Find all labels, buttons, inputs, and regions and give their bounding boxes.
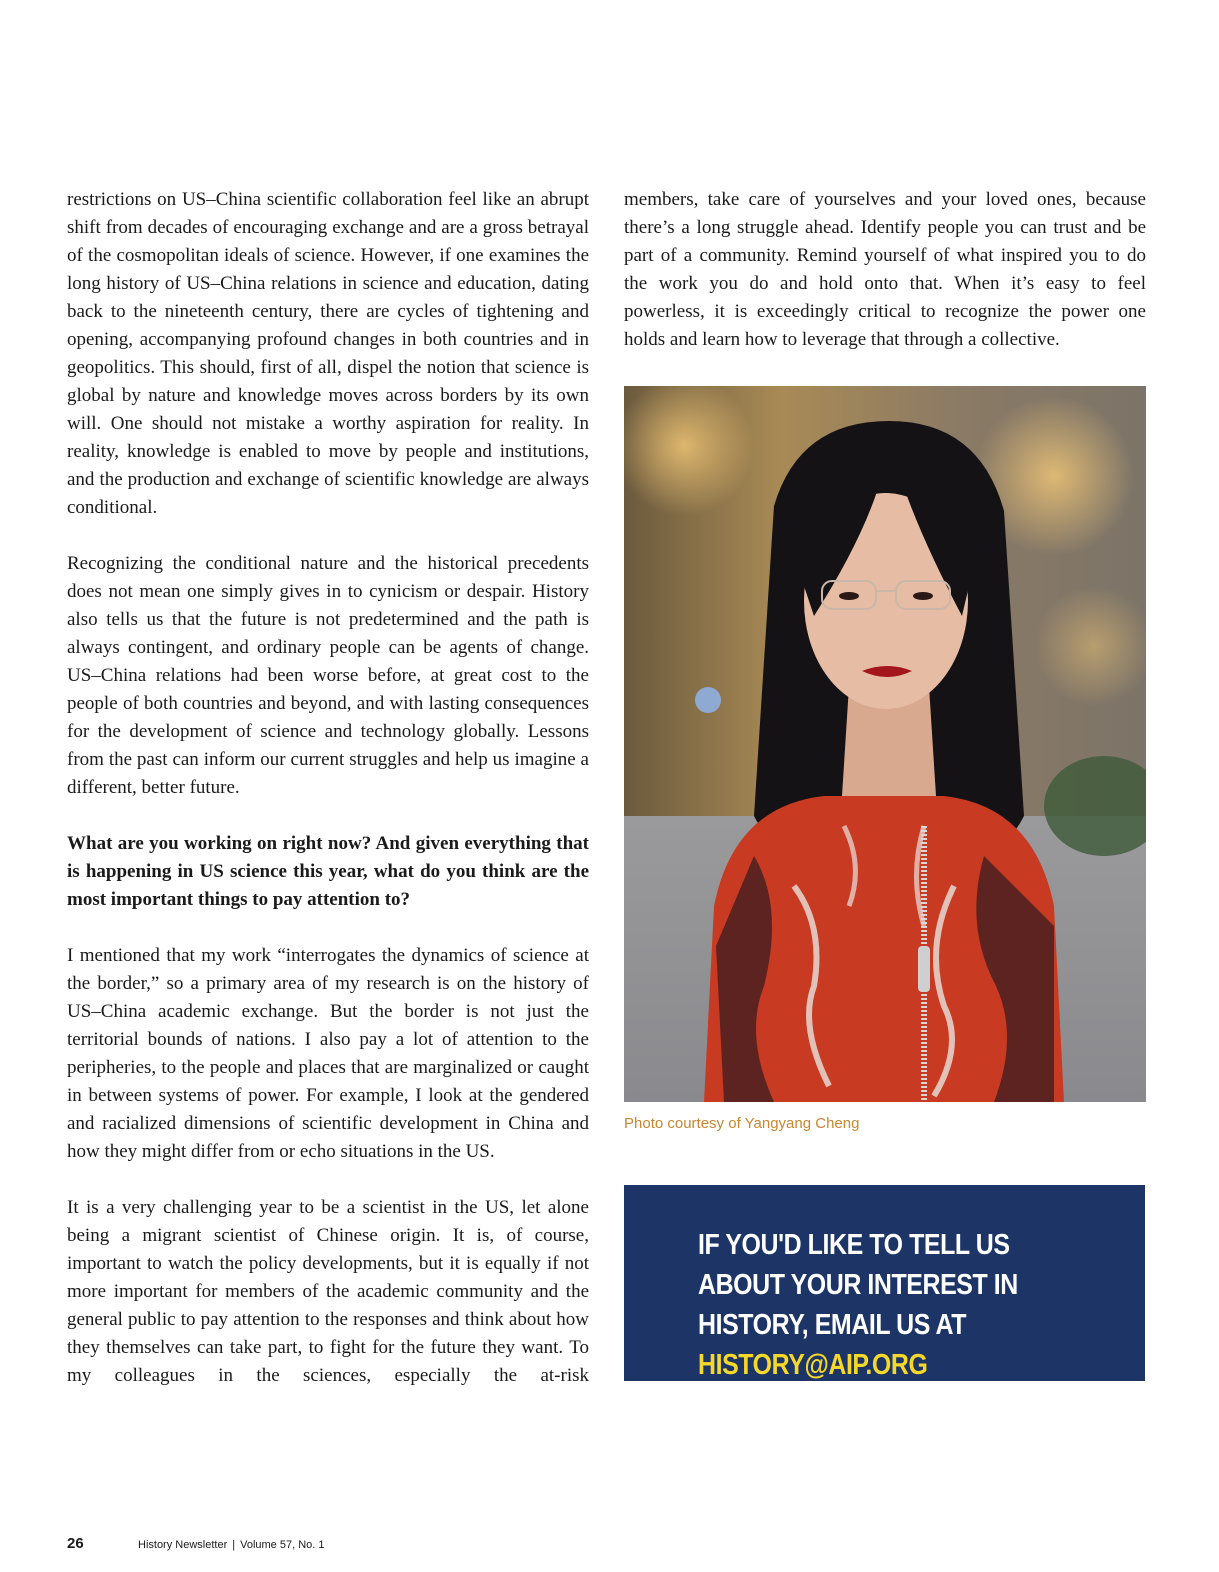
- email-link[interactable]: HISTORY@AIP.ORG: [698, 1349, 928, 1381]
- left-column: [67, 186, 589, 1390]
- contact-promo-box: [624, 1185, 1145, 1381]
- promo-message: IF YOU'D LIKE TO TELL US ABOUT YOUR INTEREST IN HISTORY, EMAIL US AT: [698, 1229, 1018, 1341]
- footer-separator: |: [232, 1539, 236, 1551]
- promo-text: [698, 1225, 1076, 1385]
- publication-info: [138, 1539, 325, 1551]
- body-paragraph: I mentioned that my work “interrogates the dynamics of science at the border,” so a primary area of my research is on the history of US–China academic exchange. But the border is not just the territorial bounds of nations. I also pay a lot of attention to the peripheries, to the people and places that are marginalized or caught in between systems of power. For example, I look at the gendered and racialized dimensions of scientific development in China and how they might differ from or echo situations in the US.: [67, 945, 589, 1162]
- interview-question: What are you working on right now? And given everything that is happening in US science this year, what do you think are the most important things to pay attention to?: [67, 833, 589, 910]
- photo-caption: Photo courtesy of Yangyang Cheng: [624, 1115, 860, 1132]
- page-number: 26: [67, 1535, 84, 1552]
- right-column: [624, 186, 1146, 382]
- volume-info: Volume 57, No. 1: [240, 1539, 325, 1551]
- portrait-photo: [624, 386, 1146, 1102]
- publication-name: History Newsletter: [138, 1539, 228, 1551]
- page-footer: [67, 1535, 325, 1552]
- body-paragraph: members, take care of yourselves and your loved ones, because there’s a long struggle ahead. Identify people you can trust and be part of a community. Remind yourself of what inspired you to do the work you do and hold onto that. When it’s easy to feel powerless, it is exceedingly critical to recognize the power one holds and learn how to leverage that through a collective.: [624, 189, 1146, 350]
- body-paragraph: restrictions on US–China scientific collaboration feel like an abrupt shift from decades of encouraging exchange and are a gross betrayal of the cosmopolitan ideals of science. However, if one examines the long history of US–China relations in science and education, dating back to the nineteenth century, there are cycles of tightening and opening, accompanying profound changes in both countries and in geopolitics. This should, first of all, dispel the notion that science is global by nature and knowledge moves across borders by its own will. One should not mistake a worthy aspiration for reality. In reality, knowledge is enabled to move by people and institutions, and the production and exchange of scientific knowledge are always conditional.: [67, 189, 589, 518]
- body-paragraph: Recognizing the conditional nature and the historical precedents does not mean one simply gives in to cynicism or despair. History also tells us that the future is not predetermined and the path is always contingent, and ordinary people can be agents of change. US–China relations had been worse before, at great cost to the people of both countries and beyond, and with lasting consequences for the development of science and technology globally. Lessons from the past can inform our current struggles and help us imagine a different, better future.: [67, 553, 589, 798]
- body-paragraph: It is a very challenging year to be a scientist in the US, let alone being a migrant scientist of Chinese origin. It is, of course, important to watch the policy developments, but it is equally if not more important for members of the academic community and the general public to pay attention to the responses and think about how they themselves can take part, to fight for the future they want. To my colleagues in the sciences, especially the at-risk: [67, 1197, 589, 1386]
